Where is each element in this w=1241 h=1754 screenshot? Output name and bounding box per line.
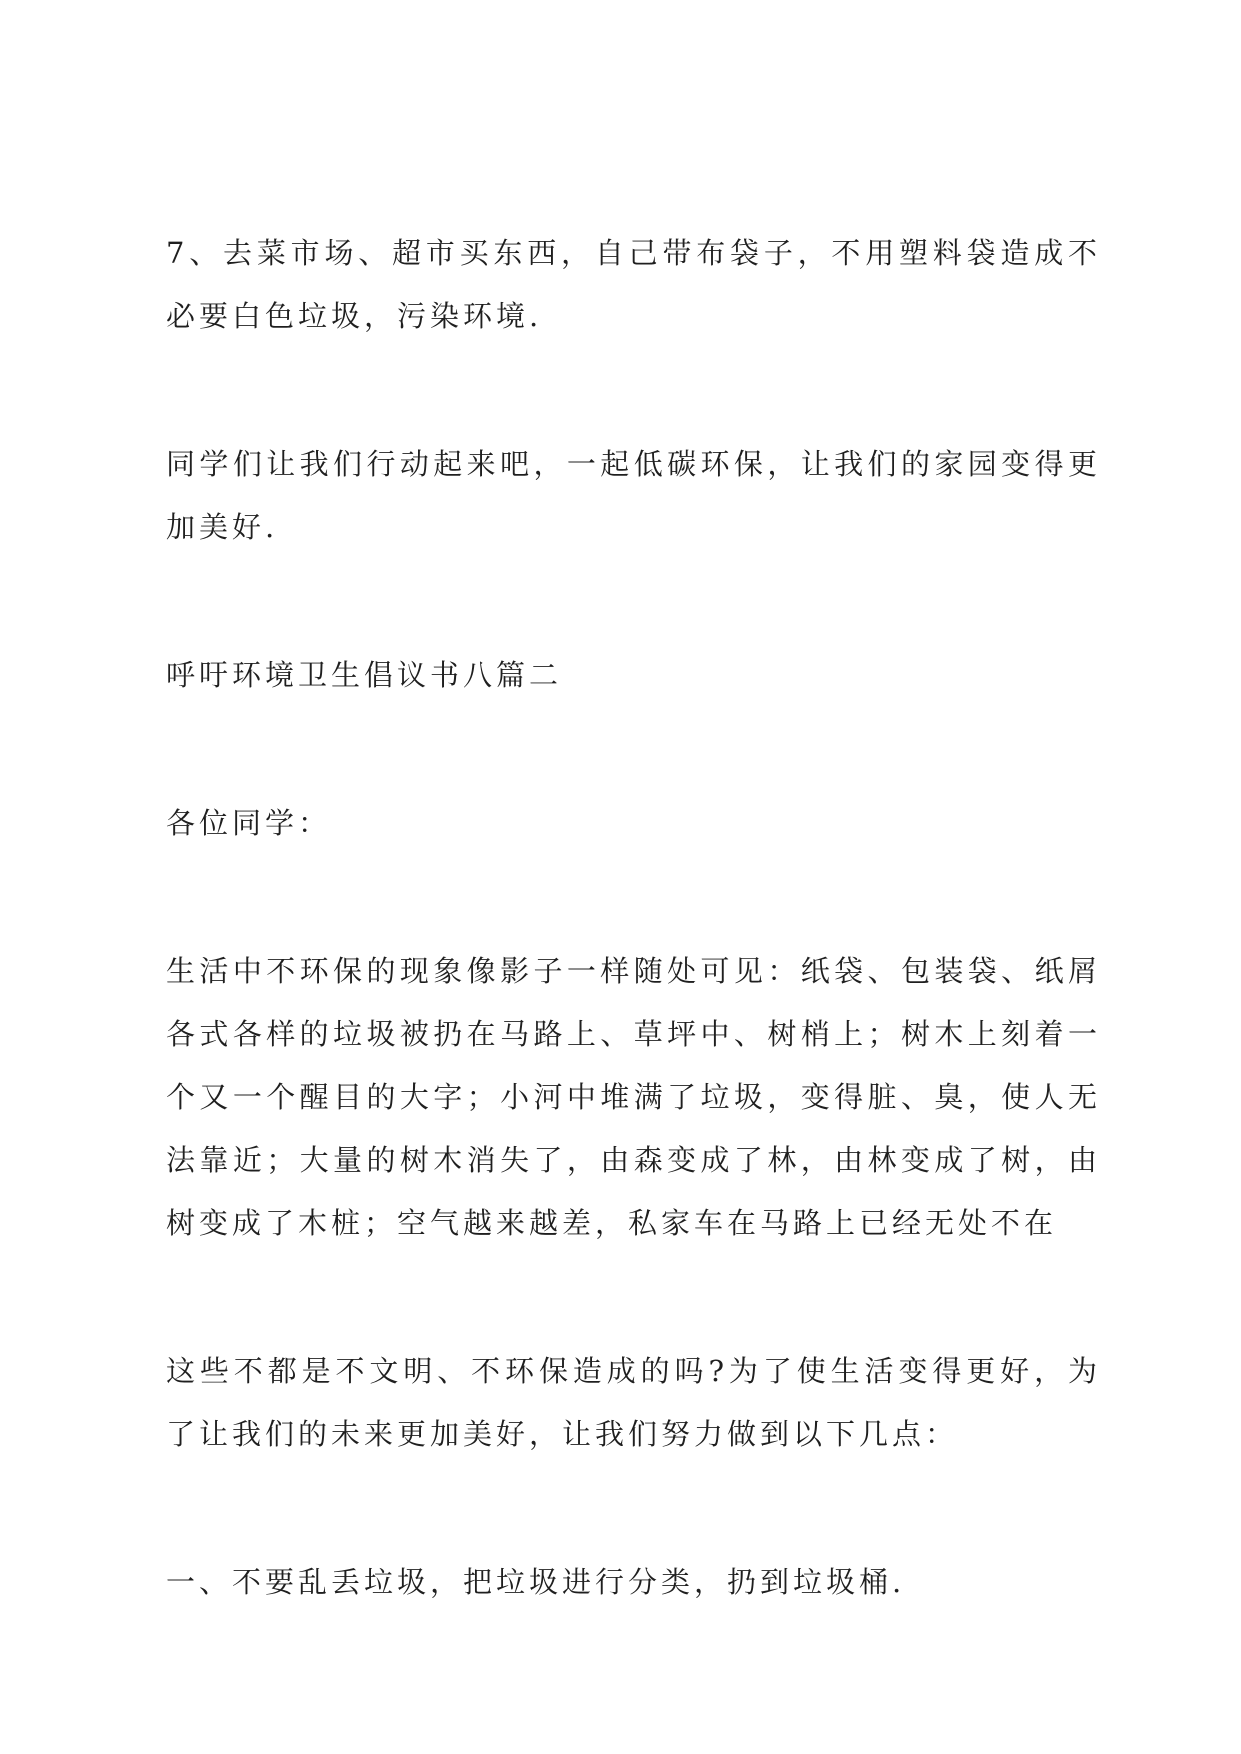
paragraph-gap — [166, 348, 1101, 433]
paragraph-gap — [166, 707, 1101, 792]
paragraph-call-to-action: 同学们让我们行动起来吧，一起低碳环保，让我们的家园变得更加美好. — [166, 447, 1101, 544]
paragraph-item-7: 7、去菜市场、超市买东西，自己带布袋子，不用塑料袋造成不必要白色垃圾，污染环境. — [166, 236, 1101, 333]
paragraph-question: 这些不都是不文明、不环保造成的吗?为了使生活变得更好，为了让我们的未来更加美好，让我们努力做到以下几点： — [166, 1354, 1101, 1451]
section-title: 呼吁环境卫生倡议书八篇二 — [166, 658, 563, 692]
salutation: 各位同学： — [166, 806, 332, 840]
paragraph-gap — [166, 855, 1101, 940]
paragraph-gap — [166, 1466, 1101, 1551]
paragraph-gap — [166, 559, 1101, 644]
document-body — [166, 222, 1101, 1614]
paragraph-observation: 生活中不环保的现象像影子一样随处可见：纸袋、包装袋、纸屑各式各样的垃圾被扔在马路上、草坪中、树梢上；树木上刻着一个又一个醒目的大字；小河中堆满了垃圾，变得脏、臭，使人无法靠近；大量的树木消失了，由森变成了林，由林变成了树，由树变成了木桩；空气越来越差，私家车在马路上已经无处不在 — [166, 954, 1101, 1240]
paragraph-point-1: 一、不要乱丢垃圾，把垃圾进行分类，扔到垃圾桶. — [166, 1565, 906, 1599]
paragraph-gap — [166, 1255, 1101, 1340]
